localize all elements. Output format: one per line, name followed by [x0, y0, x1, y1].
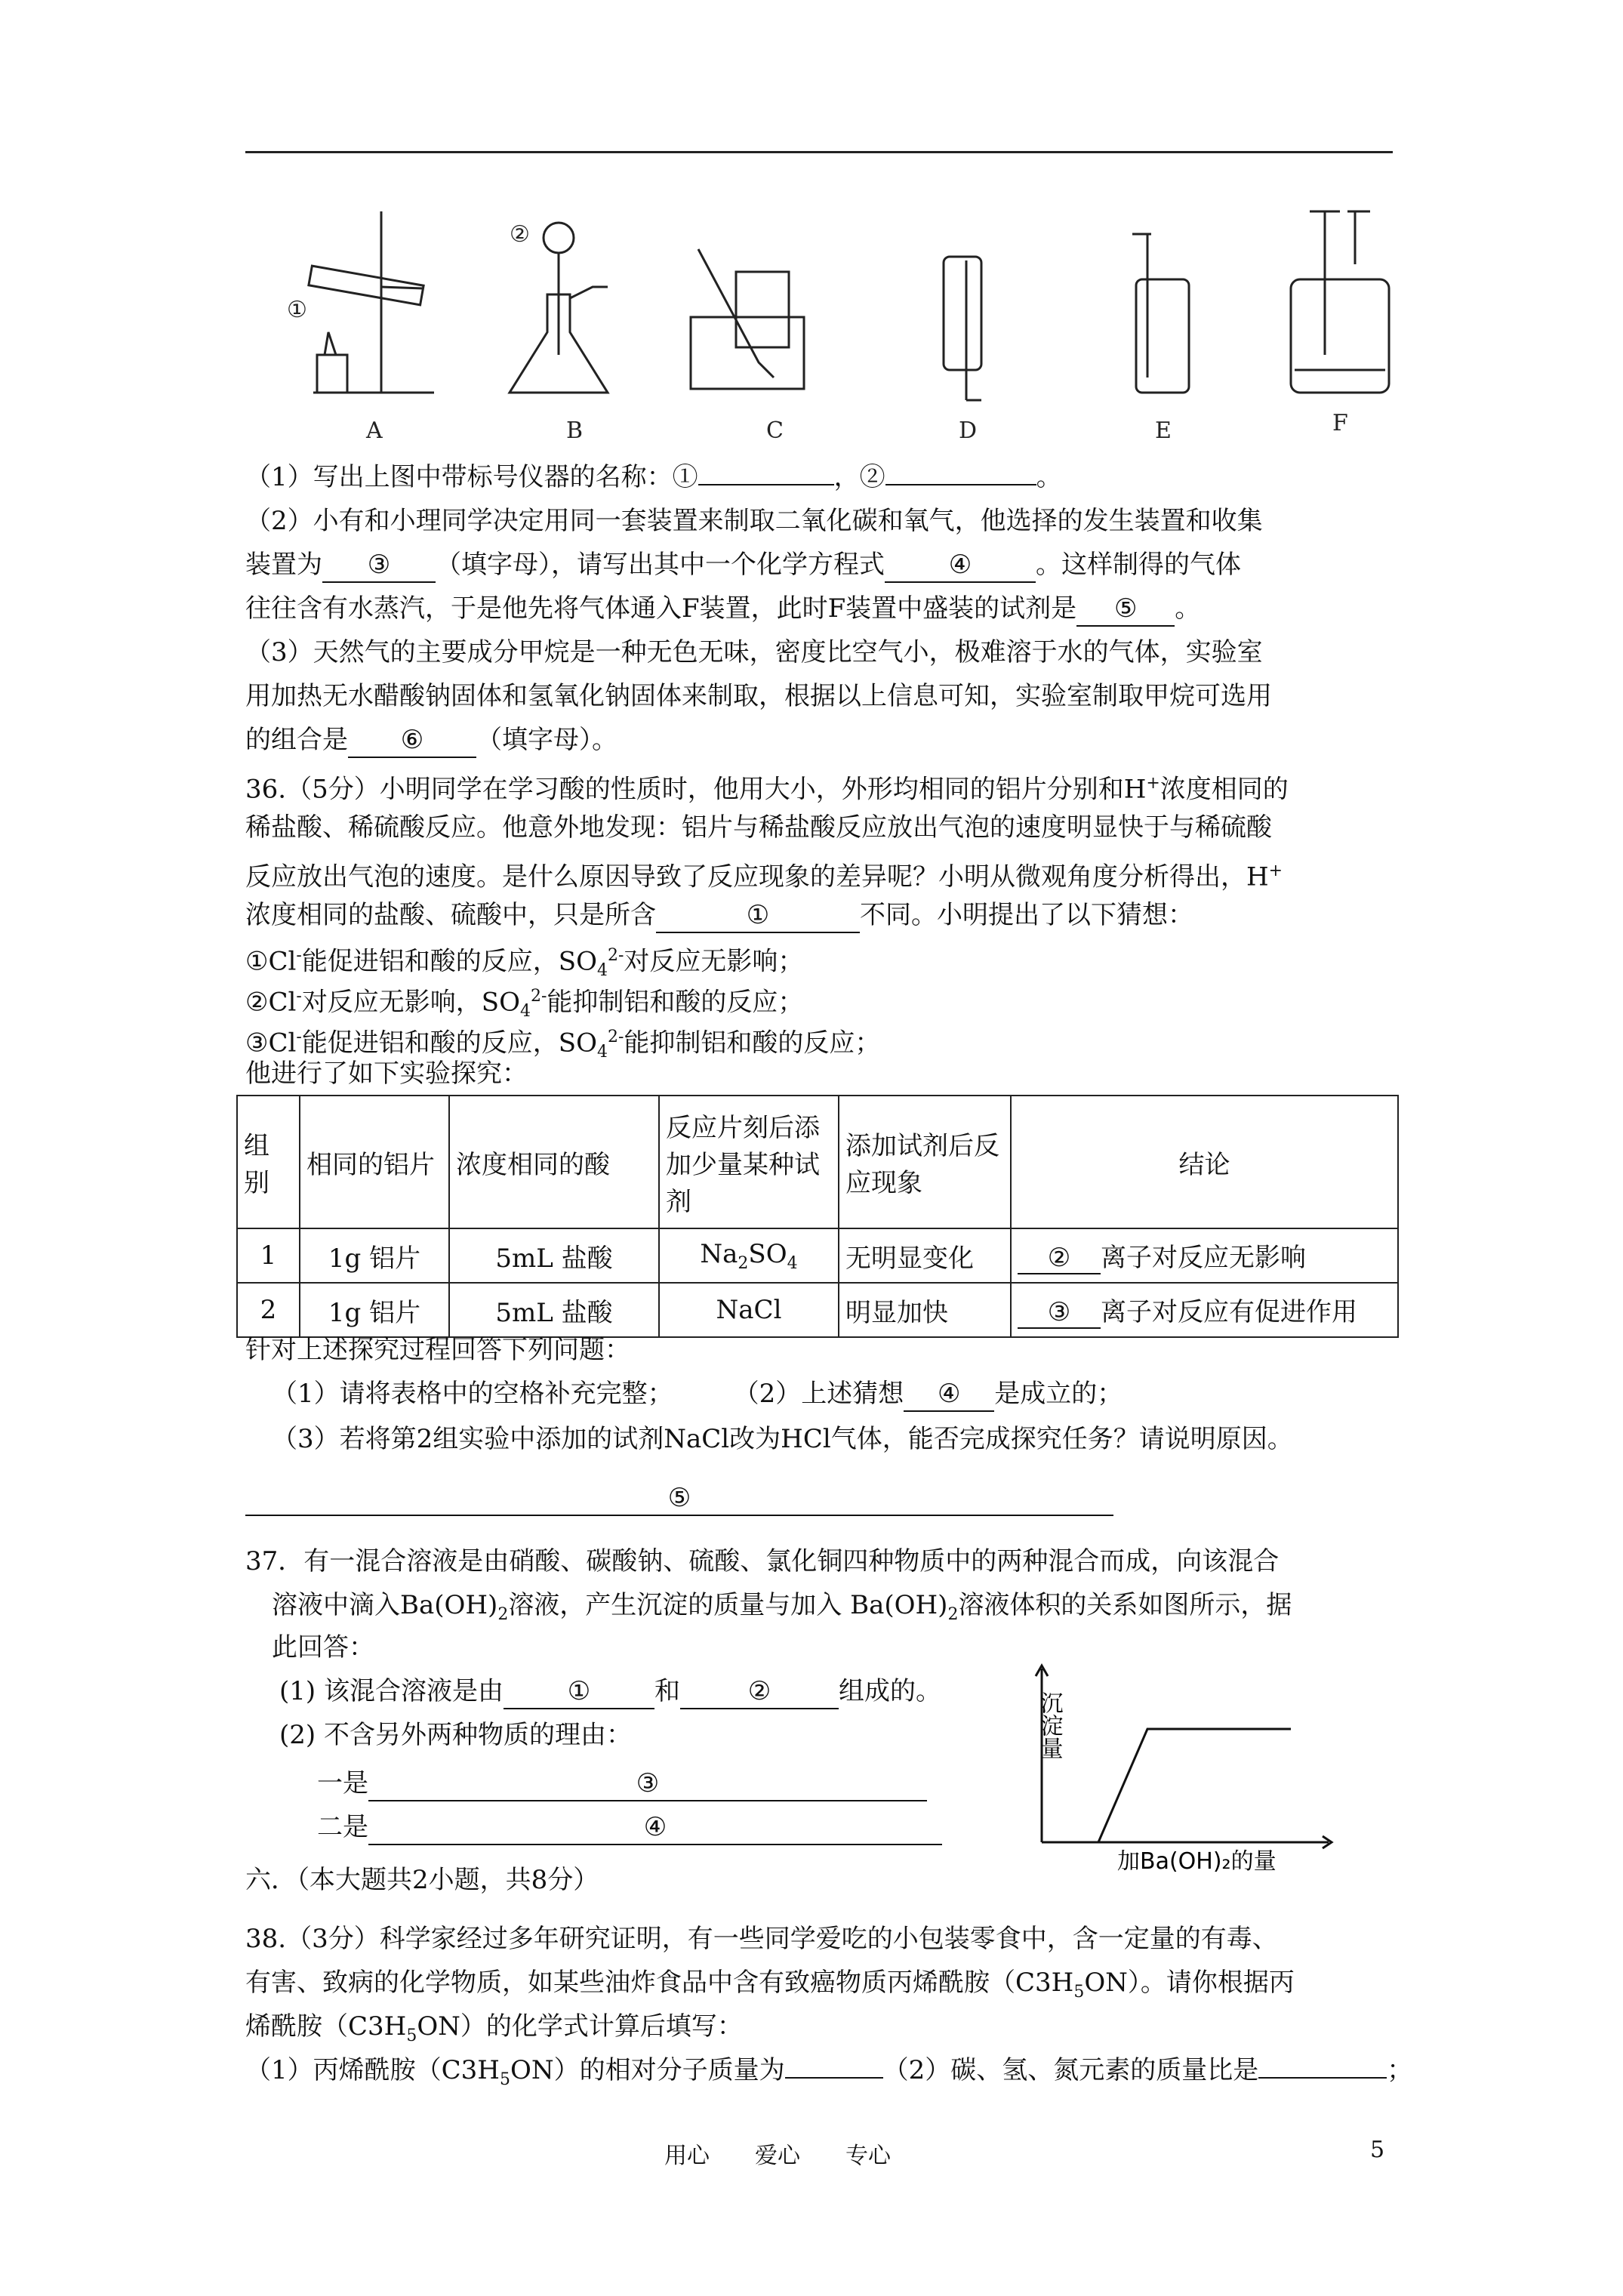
q35-p3-line2: 用加热无水醋酸钠固体和氢氧化钠固体来制取，根据以上信息可知，实验室制取甲烷可选用 — [245, 681, 1272, 711]
section-6: 六．（本大题共2小题，共8分） — [245, 1865, 599, 1895]
experiment-table — [236, 1095, 1399, 1338]
q37-reason-1: 一是 ③ — [317, 1767, 927, 1801]
table-row: 2 1g 铝片 5mL 盐酸 NaCl 明显加快 ③ 离子对反应有促进作用 — [237, 1283, 1398, 1337]
q37-line2: 溶液中滴入$Ba(OH)_2$溶液，产生沉淀的质量与加入 $Ba(OH)_2$溶液体积的关系如图所示，据 — [272, 1590, 1292, 1624]
q38-line3: 烯酰胺$(C3H_5ON)$的化学式计算后填写： — [245, 2011, 743, 2045]
q35-p2-line1: （2）小有和小理同学决定用同一套装置来制取二氧化碳和氧气，他选择的发生装置和收集 — [245, 506, 1263, 536]
figure-label-e: E — [1155, 418, 1172, 444]
marker-2: ② — [510, 221, 530, 248]
figure-label-d: D — [959, 418, 978, 444]
graph-x-label: 加Ba(OH)₂的量 — [1117, 1848, 1277, 1872]
q38-line4: （1）丙烯酰胺$(C3H_5ON)$的相对分子质量为 （2）碳、氢、氮元素的质量比是 ； — [245, 2055, 1413, 2089]
figure-label-a: A — [366, 418, 383, 444]
header-phenomenon: 添加试剂后反应现象 — [839, 1096, 1011, 1228]
q37-line3: 此回答： — [272, 1632, 374, 1663]
guess-1: ①Cl-能促进铝和酸的反应，$SO_4^{2-}$对反应无影响； — [245, 946, 804, 981]
header-conclusion: 结论 — [1011, 1096, 1398, 1228]
page-number: 5 — [1370, 2137, 1385, 2163]
header-rule — [245, 151, 1393, 153]
q36-line1: 36.（5分）小明同学在学习酸的性质时，他用大小，外形均相同的铝片分别和H+浓度相同的 — [245, 774, 1289, 805]
q36-q3: （3）若将第2组实验中添加的试剂NaCl改为HCl气体，能否完成探究任务？请说明原因。 — [272, 1424, 1293, 1454]
apparatus-figure — [245, 204, 1393, 445]
figure-label-f: F — [1332, 410, 1348, 436]
q38-line2: 有害、致病的化学物质，如某些油炸食品中含有致癌物质丙烯酰胺$(C3H_5ON)$。请你根据丙 — [245, 1968, 1295, 2002]
figure-label-b: B — [566, 418, 584, 444]
q35-p3-line1: （3）天然气的主要成分甲烷是一种无色无味，密度比空气小，极难溶于水的气体，实验室 — [245, 637, 1263, 667]
header-group: 组别 — [237, 1096, 300, 1228]
q36-q1-q2: （1）请将表格中的空格补充完整； （2）上述猜想 ④ 是成立的； — [272, 1377, 1123, 1412]
q35-p2-line2: 装置为 ③ （填字母），请写出其中一个化学方程式 ④ 。这样制得的气体 — [245, 548, 1241, 583]
q35-p3-line3: 的组合是 ⑥ （填字母）。 — [245, 723, 617, 758]
figure-label-c: C — [766, 418, 784, 444]
q36-line2: 稀盐酸、稀硫酸反应。他意外地发现：铝片与稀盐酸反应放出气泡的速度明显快于与稀硫酸 — [245, 812, 1272, 843]
footer-slogan: 用心 爱心 专心 — [664, 2143, 891, 2169]
precipitate-graph — [1027, 1661, 1344, 1872]
q37-reason-2: 二是 ④ — [317, 1811, 942, 1845]
header-aluminum: 相同的铝片 — [300, 1096, 449, 1228]
table-header-row — [237, 1096, 1398, 1228]
q35-p2-line3: 往往含有水蒸汽，于是他先将气体通入F装置，此时F装置中盛装的试剂是 ⑤ 。 — [245, 592, 1200, 627]
q36-intro: 他进行了如下实验探究： — [245, 1059, 528, 1089]
header-acid: 浓度相同的酸 — [449, 1096, 659, 1228]
q37-sub2: (2) 不含另外两种物质的理由： — [279, 1720, 632, 1750]
guess-2: ②Cl-对反应无影响，$SO_4^{2-}$能抑制铝和酸的反应； — [245, 987, 804, 1022]
q36-after: 针对上述探究过程回答下列问题： — [245, 1335, 630, 1365]
q37-sub1: (1) 该混合溶液是由 ① 和 ② 组成的。 — [279, 1675, 941, 1709]
table-row: 1 1g 铝片 5mL 盐酸 $Na_2SO_4$ 无明显变化 ② 离子对反应无影响 — [237, 1228, 1398, 1283]
q37-line1: 37．有一混合溶液是由硝酸、碳酸钠、硫酸、氯化铜四种物质中的两种混合而成，向该混合 — [245, 1546, 1280, 1576]
guess-3: ③Cl-能促进铝和酸的反应，$SO_4^{2-}$能抑制铝和酸的反应； — [245, 1028, 881, 1062]
q35-p1: （1）写出上图中带标号仪器的名称：① ，② 。 — [245, 462, 1062, 492]
marker-1: ① — [287, 297, 307, 323]
q36-answer-line: ⑤ — [245, 1481, 1113, 1516]
q36-line4: 浓度相同的盐酸、硫酸中，只是所含 ① 不同。小明提出了以下猜想： — [245, 898, 1193, 933]
q38-line1: 38.（3分）科学家经过多年研究证明，有一些同学爱吃的小包装零食中，含一定量的有毒、 — [245, 1924, 1278, 1954]
header-reagent: 反应片刻后添加少量某种试剂 — [659, 1096, 839, 1228]
graph-y-label: 沉淀量 — [1036, 1691, 1063, 1759]
q36-line3: 反应放出气泡的速度。是什么原因导致了反应现象的差异呢？小明从微观角度分析得出，H+ — [245, 861, 1283, 892]
